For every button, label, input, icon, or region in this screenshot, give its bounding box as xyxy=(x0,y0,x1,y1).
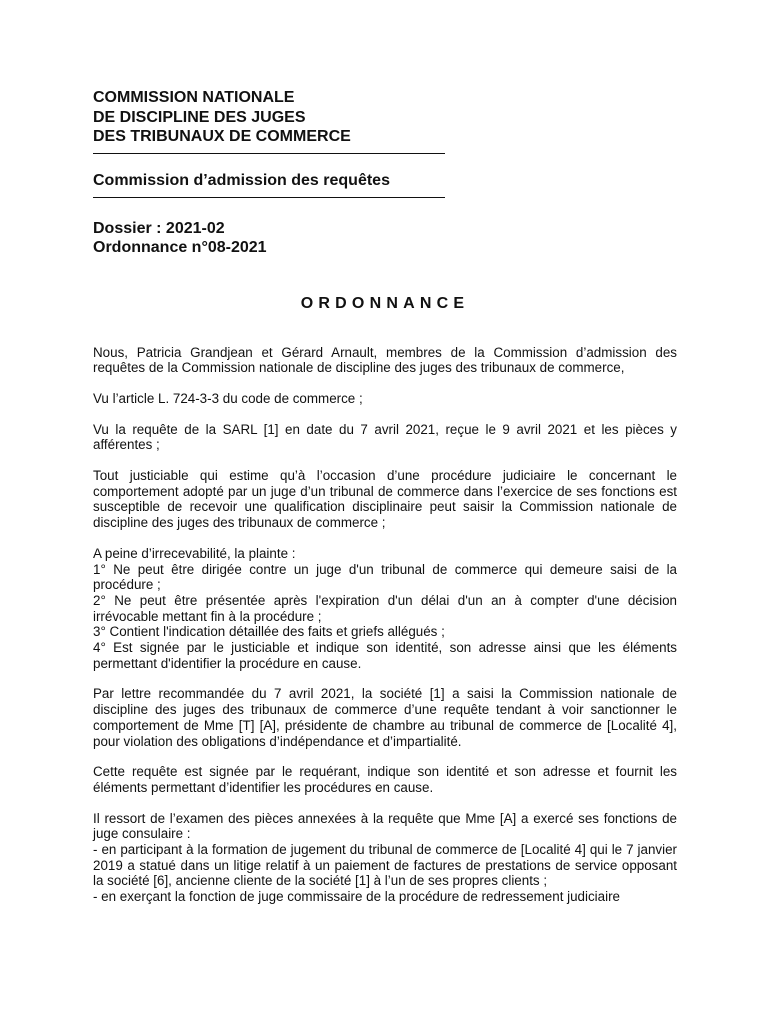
document-type-title: ORDONNANCE xyxy=(300,294,470,312)
paragraph-legal-basis: Vu l’article L. 724-3-3 du code de commerce ; xyxy=(93,390,363,406)
condition-item-1: 1° Ne peut être dirigée contre un juge d'un tribunal de commerce qui demeure saisi de la procédure ; xyxy=(93,561,677,593)
condition-item-4: 4° Est signée par le justiciable et indique son identité, son adresse ainsi que les éléments permettant d'identifier la procédure en cause. xyxy=(93,640,677,671)
paragraph-right-to-complain: Tout justiciable qui estime qu’à l’occasion d’une procédure judiciaire le concernant le comportement adopté par un juge d’un tribunal de commerce dans l’exercice de ses fonctions est susceptible de recevoir une qualification disciplinaire peut saisir la Commission nationale de discipline des juges des tribunaux de commerce ; xyxy=(93,468,677,531)
paragraph-examination xyxy=(93,811,677,905)
paragraph-request: Vu la requête de la SARL [1] en date du 7 avril 2021, reçue le 9 avril 2021 et les pièces y afférentes ; xyxy=(93,421,677,453)
header-rule-1 xyxy=(93,153,445,154)
ordonnance-number: Ordonnance n°08-2021 xyxy=(93,239,267,256)
conditions-intro: A peine d’irrecevabilité, la plainte : xyxy=(93,545,296,561)
authority-line-3: DES TRIBUNAUX DE COMMERCE xyxy=(93,128,351,145)
paragraph-admissibility-conditions xyxy=(93,546,677,672)
case-reference xyxy=(93,219,677,258)
examination-item-2: - en exerçant la fonction de juge commissaire de la procédure de redressement judiciaire xyxy=(93,889,620,905)
condition-item-2: 2° Ne peut être présentée après l'expiration d'un délai d'un an à compter d'une décision irrévocable mettant fin à la procédure ; xyxy=(93,592,677,624)
examination-item-1: - en participant à la formation de jugement du tribunal de commerce de [Localité 4] qui le 7 janvier 2019 a statué dans un litige relatif à un paiement de factures de prestations de service opposant la société [6], ancienne cliente de la société [1] à l’un de ses propres clients ; xyxy=(93,842,677,889)
commission-subtitle: Commission d’admission des requêtes xyxy=(93,171,390,189)
header-rule-2 xyxy=(93,197,445,198)
condition-item-3: 3° Contient l'indication détaillée des faits et griefs allégués ; xyxy=(93,624,445,640)
paragraph-referral: Par lettre recommandée du 7 avril 2021, la société [1] a saisi la Commission nationale de discipline des juges des tribunaux de commerce d’une requête tendant à voir sanctionner le comportement de Mme [T] [A], présidente de chambre au tribunal de commerce de [Localité 4], pour violation des obligations d’indépendance et d’impartialité. xyxy=(93,686,677,749)
examination-intro: Il ressort de l’examen des pièces annexées à la requête que Mme [A] a exercé ses fonctions de juge consulaire : xyxy=(93,810,677,842)
issuing-authority xyxy=(93,88,677,147)
paragraph-signature: Cette requête est signée par le requérant, indique son identité et son adresse et fournit les éléments permettant d’identifier les procédures en cause. xyxy=(93,764,677,795)
paragraph-members: Nous, Patricia Grandjean et Gérard Arnault, membres de la Commission d’admission des requêtes de la Commission nationale de discipline des juges des tribunaux de commerce, xyxy=(93,344,677,376)
dossier-number: Dossier : 2021-02 xyxy=(93,219,225,237)
authority-line-1: COMMISSION NATIONALE xyxy=(93,89,295,106)
authority-line-2: DE DISCIPLINE DES JUGES xyxy=(93,108,306,126)
document-page xyxy=(93,88,677,920)
